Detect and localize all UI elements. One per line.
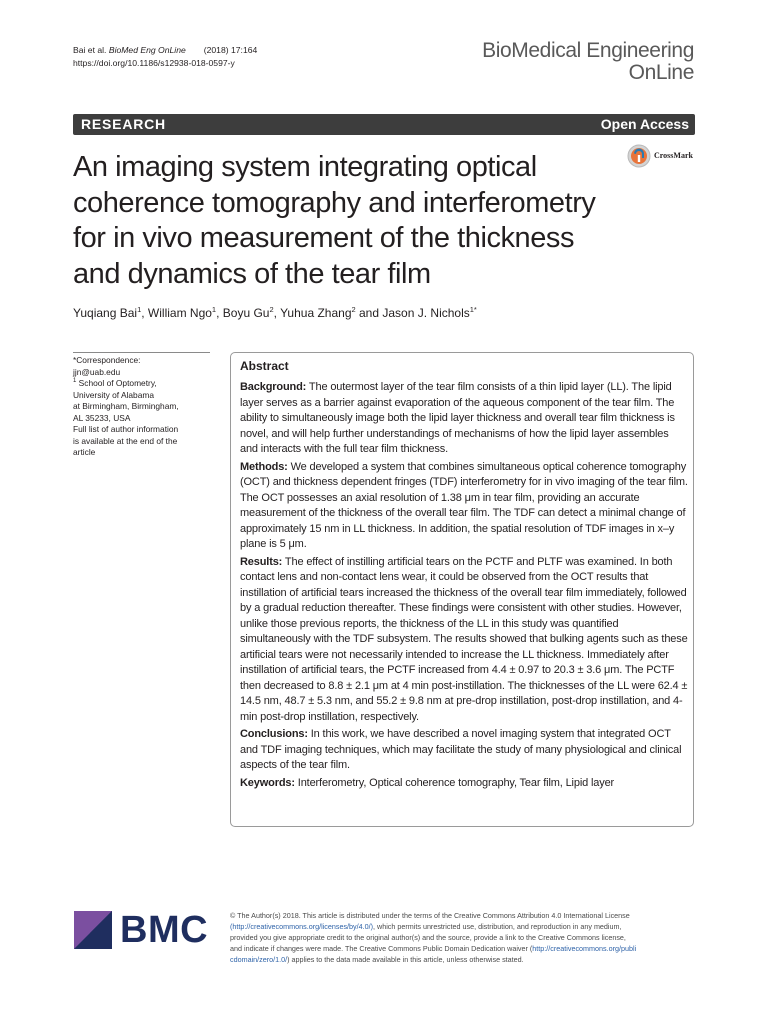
- license-link[interactable]: (http://creativecommons.org/licenses/by/4.0/): [230, 921, 374, 931]
- author-info-note: is available at the end of the: [73, 435, 178, 446]
- author[interactable]: Jason J. Nichols$^{1*}$: [382, 305, 477, 320]
- article-type-label: RESEARCH: [81, 116, 166, 132]
- journal-name-line1: BioMedical Engineering: [482, 39, 694, 62]
- bmc-logo-text: BMC: [120, 909, 209, 951]
- license-notice: [230, 911, 695, 966]
- results-text: The effect of instilling artificial tears on the PCTF and PLTF was examined. In both contact lens and non-contact lens wear, it could be observed from the OCT results that instillation of artificial tears increased the thickness of the overall tear film immediately, followed by a gradual reduction thereafter. These findings were consistent with other studies. However, unlike those previous reports, the thickness of the LL in this study was quantified simultaneously with the TDF subsystem. The results showed that bulking agents such as these artificial tears were not necessarily intended to increase the LL thickness. Immediately after instillation of artificial tears, the PCTF increased from 4.4 ± 0.97 to 20.3 ± 3.6 μm. The PCTF then decreased to 8.8 ± 2.1 μm at 4 min post-instillation. The thicknesses of the LL were 62.4 ± 14.5 nm, 48.7 ± 5.3 nm, and 55.2 ± 9.8 nm at pre-drop instillation, post-drop instillation, and 4-min post-drop instillation, respectively.: [240, 555, 688, 723]
- abstract-conclusions: [240, 727, 688, 774]
- abstract-box: [230, 352, 694, 827]
- results-label: Results:: [240, 555, 283, 568]
- author[interactable]: Yuhua Zhang$^2$: [280, 305, 356, 320]
- citation-line: [73, 44, 257, 57]
- correspondence-label: *Correspondence:: [73, 355, 141, 365]
- license-line: © The Author(s) 2018. This article is distributed under the terms of the Creative Commons Attribution 4.0 International License: [230, 911, 630, 920]
- open-access-label: Open Access: [600, 116, 689, 132]
- citation-authors: Bai et al.: [73, 45, 107, 55]
- license-line: cdomain/zero/1.0/) applies to the data made available in this article, unless otherwise stated.: [230, 954, 524, 964]
- sidebar-divider: [73, 352, 210, 353]
- methods-label: Methods:: [240, 460, 288, 473]
- citation-journal: BioMed Eng OnLine: [108, 45, 186, 55]
- abstract-keywords: [240, 776, 688, 792]
- background-label: Background:: [240, 381, 307, 393]
- license-line: (http://creativecommons.org/licenses/by/4.0/), which permits unrestricted use, distribution, and reproduction in any medium,: [230, 921, 622, 931]
- author[interactable]: William Ngo$^1$: [147, 305, 217, 320]
- bmc-logo: [74, 910, 219, 950]
- conclusions-label: Conclusions:: [240, 728, 308, 740]
- author-list: Yuqiang Bai$^1$, William Ngo$^1$, Boyu Gu$^2$, Yuhua Zhang$^2$ and Jason J. Nichols$^{1*}$: [73, 305, 477, 320]
- keywords-text: Interferometry, Optical coherence tomography, Tear film, Lipid layer: [297, 776, 615, 789]
- conclusions-text: In this work, we have described a novel imaging system that integrated OCT and TDF imaging techniques, which may facilitate the study of many physiological and clinical aspects of the tear film.: [240, 728, 682, 771]
- citation-year-volume: (2018) 17:164: [203, 45, 258, 55]
- background-text: The outermost layer of the tear film consists of a thin lipid layer (LL). The lipid layer serves as a barrier against evaporation of the aqueous component of the tear film. The ability to simultaneously image both the lipid layer thickness and overall tear film thickness is novel, and will help further understandings of mechanisms of how the lipid layer assembles and interacts with the full tear film thickness.: [240, 381, 675, 455]
- affiliation-line: AL 35233, USA: [73, 412, 131, 423]
- license-line: and indicate if changes were made. The Creative Commons Public Domain Dedication waiver (http://creativecommons.org/publi: [230, 943, 637, 953]
- methods-text: We developed a system that combines simultaneous optical coherence tomography (OCT) and thickness dependent fringes (TDF) interferometry for in vivo imaging of the tear film. The OCT possesses an axial resolution of 1.38 μm in tear film, providing an accurate measurement of the thickness of the overall tear film. The TDF can detect a minimal change of approximately 15 nm in LL thickness. In addition, the spatial resolution of TDF images in x–y plane is 5 μm.: [240, 460, 688, 550]
- abstract-background: [240, 380, 688, 458]
- license-line: provided you give appropriate credit to the original author(s) and the source, provide a link to the Creative Commons license,: [230, 932, 626, 942]
- author[interactable]: Boyu Gu$^2$: [222, 305, 274, 320]
- correspondence-sidebar: [73, 355, 218, 459]
- journal-name: [482, 40, 694, 84]
- abstract-heading: Abstract: [240, 359, 289, 373]
- abstract-results: [240, 555, 688, 726]
- waiver-link-cont[interactable]: cdomain/zero/1.0/: [230, 954, 288, 964]
- waiver-link[interactable]: http://creativecommons.org/publi: [532, 943, 637, 953]
- abstract-body: [240, 380, 688, 793]
- doi-link[interactable]: https://doi.org/10.1186/s12938-018-0597-y: [73, 57, 235, 68]
- article-title: An imaging system integrating optical coherence tomography and interferometry for in vivo measurement of the thickness and dynamics of the tear film: [73, 151, 596, 290]
- crossmark-badge[interactable]: [627, 144, 699, 168]
- journal-name-line2: OnLine: [628, 61, 694, 84]
- crossmark-label: CrossMark: [654, 151, 693, 160]
- affiliation-line: University of Alabama: [73, 389, 154, 400]
- crossmark-icon: [627, 144, 651, 168]
- abstract-methods: [240, 460, 688, 553]
- author-info-note: article: [73, 447, 96, 457]
- article-type-banner: [73, 114, 695, 135]
- affiliation-line: $^1$ School of Optometry,: [73, 378, 157, 388]
- bmc-logo-icon: [74, 911, 114, 951]
- correspondence-email[interactable]: jjn@uab.edu: [73, 366, 121, 377]
- author-info-note: Full list of author information: [73, 424, 179, 434]
- affiliation-line: at Birmingham, Birmingham,: [73, 401, 179, 411]
- keywords-label: Keywords:: [240, 776, 295, 789]
- citation-header: [73, 44, 257, 69]
- author[interactable]: Yuqiang Bai$^1$: [73, 305, 142, 320]
